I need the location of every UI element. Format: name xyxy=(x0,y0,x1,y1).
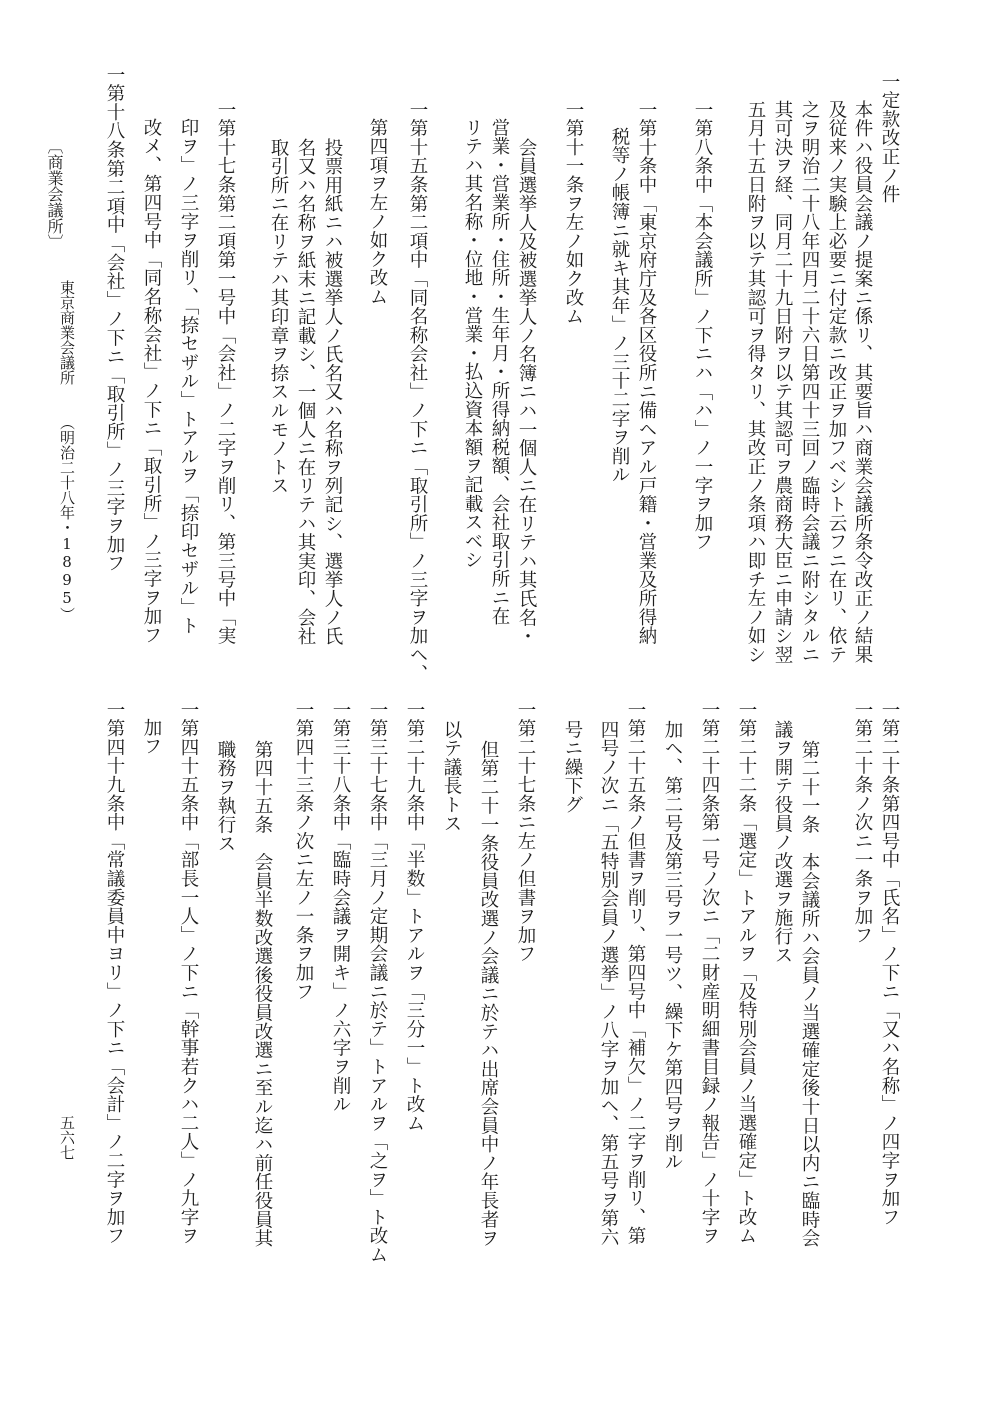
organization-name: 東京商業会議所 xyxy=(58,280,76,385)
date-note: （明治二十八年・1895） xyxy=(58,415,76,622)
text-column: 一第二十五条ノ但書ヲ削リ、第四号中「補欠」ノ二字ヲ削リ、第 xyxy=(625,700,646,1246)
text-column: 五月十五日附ヲ以テ其認可ヲ得タリ、其改正ノ条項ハ即チ左ノ如シ xyxy=(745,100,766,664)
text-column: 一第二十条第四号中「氏名」ノ下ニ「又ハ名称」ノ四字ヲ加フ xyxy=(879,700,900,1227)
text-column: 四号ノ次ニ「五特別会員ノ選挙」ノ八字ヲ加ヘ、第五号ヲ第六 xyxy=(598,720,619,1247)
text-column: 之ヲ明治二十八年四月二十六日第四十三回ノ臨時会議ニ附シタルニ xyxy=(799,100,820,664)
text-column: 一第十五条第二項中「同名称会社」ノ下ニ「取引所」ノ三字ヲ加ヘ、 xyxy=(407,100,428,683)
text-column: 一第四十五条中「部長一人」ノ下ニ「幹事若クハ二人」ノ九字ヲ xyxy=(178,700,199,1246)
text-column: 一第十条中「東京府庁及各区役所ニ備ヘアル戸籍・営業及所得納 xyxy=(636,100,657,646)
text-column: 一第八条中「本会議所」ノ下ニハ「ハ」ノ一字ヲ加フ xyxy=(692,100,713,552)
text-column: 第四項ヲ左ノ如ク改ム xyxy=(367,118,388,306)
text-column: 一定款改正ノ件 xyxy=(879,72,900,204)
text-column: 其可決ヲ経、同月二十九日附ヲ以テ其認可ヲ農商務大臣ニ申請シ翌 xyxy=(772,100,793,664)
text-column: 職務ヲ執行ス xyxy=(215,740,236,853)
text-column: 一第三十七条中「三月ノ定期会議ニ於テ」トアルヲ「之ヲ」ト改ム xyxy=(367,700,388,1264)
text-column: 一第四十九条中「常議委員中ヨリ」ノ下ニ「会計」ノ二字ヲ加フ xyxy=(104,700,125,1246)
text-column: 加ヘ、第二号及第三号ヲ一号ツ、繰下ケ第四号ヲ削ル xyxy=(662,720,683,1172)
text-column: 第二十一条 本会議所ハ会員ノ当選確定後十日以内ニ臨時会 xyxy=(799,740,820,1248)
text-column: 改メ、第四号中「同名称会社」ノ下ニ「取引所」ノ三字ヲ加フ xyxy=(141,118,162,645)
text-column: 一第四十三条ノ次ニ左ノ一条ヲ加フ xyxy=(293,700,314,1001)
text-column: 本件ハ役員会議ノ提案ニ係リ、其要旨ハ商業会議所条令改正ノ結果 xyxy=(852,100,873,664)
text-column: 一第十一条ヲ左ノ如ク改ム xyxy=(563,100,584,326)
text-column: 名又ハ名称ヲ紙末ニ記載シ、一個人ニ在リテハ其実印、会社 xyxy=(295,138,316,646)
text-column: 第四十五条 会員半数改選後役員改選ニ至ル迄ハ前任役員其 xyxy=(252,740,273,1248)
text-column: 加フ xyxy=(141,718,162,756)
text-column: 投票用紙ニハ被選挙人ノ氏名又ハ名称ヲ列記シ、選挙人ノ氏 xyxy=(322,138,343,646)
text-column: 一第二十二条「選定」トアルヲ「及特別会員ノ当選確定」ト改ム xyxy=(736,700,757,1246)
text-column: 税等ノ帳簿ニ就キ其年」ノ三十二字ヲ削ル xyxy=(609,127,630,485)
text-column: 一第十八条第二項中「会社」ノ下ニ「取引所」ノ三字ヲ加フ xyxy=(104,65,125,573)
text-column: 印ヲ」ノ三字ヲ削リ、「捺セザル」トアルヲ「捺印セザル」ト xyxy=(178,118,199,636)
text-column: 一第三十八条中「臨時会議ヲ開キ」ノ六字ヲ削ル xyxy=(330,700,351,1114)
text-column: 但第二十一条役員改選ノ会議ニ於テハ出席会員中ノ年長者ヲ xyxy=(478,740,499,1248)
text-column: 号ニ繰下グ xyxy=(562,720,583,814)
text-column: リテハ其名称・位地・営業・払込資本額ヲ記載スベシ xyxy=(462,118,483,570)
text-column: 会員選挙人及被選挙人ノ名簿ニハ一個人ニ在リテハ其氏名・ xyxy=(516,138,537,646)
text-column: 一第十七条第二項第一号中「会社」ノ二字ヲ削リ、第三号中「実 xyxy=(215,100,236,646)
text-column: 一第二十四条第一号ノ次ニ「二財産明細書目録ノ報告」ノ十字ヲ xyxy=(699,700,720,1246)
text-column: 一第二十条ノ次ニ一条ヲ加フ xyxy=(852,700,873,945)
text-column: 議ヲ開テ役員ノ改選ヲ施行ス xyxy=(772,720,793,965)
page-number: 五六七 xyxy=(58,1115,76,1160)
text-column: 営業・営業所・住所・生年月・所得納税額、会社取引所ニ在 xyxy=(489,118,510,626)
text-column: 及従来ノ実験上必要ニ付定款ニ改正ヲ加フベシト云フニ在リ、依テ xyxy=(826,100,847,664)
text-column: 以テ議長トス xyxy=(441,720,462,833)
source-label: 〔商業会議所〕 xyxy=(45,138,64,250)
text-column: 取引所ニ在リテハ其印章ヲ捺スルモノトス xyxy=(268,138,289,496)
text-column: 一第二十七条ニ左ノ但書ヲ加フ xyxy=(515,700,536,964)
text-column: 一第二十九条中「半数」トアルヲ「三分一」ト改ム xyxy=(404,700,425,1133)
